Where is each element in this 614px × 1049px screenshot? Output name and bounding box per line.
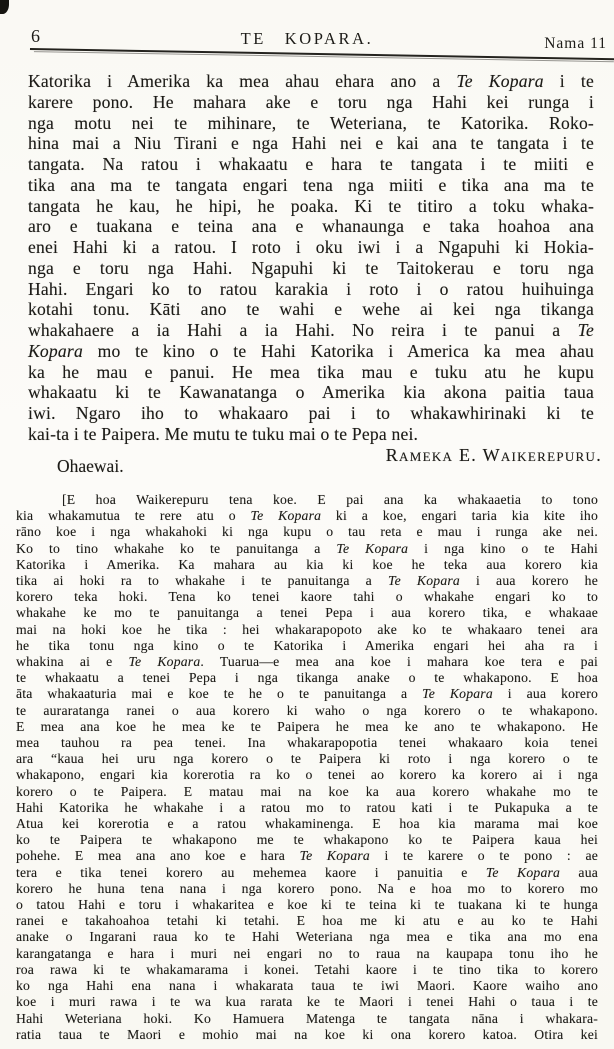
text-segment: Katorika i Amerika ka mea ahau ehara ano a [28, 71, 457, 91]
text-line [16, 784, 598, 800]
text-segment: whakapono, engari kia korerotia ra ko o tenei ao korero ka korero ai i nga [16, 767, 598, 783]
text-line [28, 362, 594, 383]
text-segment: korero he huna tena nana i nga korero pono. Na e hoa mo to korero mo [16, 880, 598, 896]
page-title: TE KOPARA. [240, 29, 374, 48]
text-segment: i nga kino o te Hahi [408, 540, 599, 556]
text-segment: whakaatu ki te Kawanatanga o Amerika kia akona paitia taua [28, 382, 594, 403]
text-line [16, 719, 598, 735]
text-line [16, 929, 598, 945]
text-segment: ki a koe, engari taria kia kite iho [321, 508, 598, 524]
text-segment: o tatou Hahi e toru i whakaritea e koe ki te teina ki te tuakana ki te hunga [16, 897, 598, 913]
text-line [16, 670, 598, 686]
text-segment: Hahi Weteriana hoki. Ko Hamuera Matenga te tangata nāna i whakara- [16, 1010, 598, 1026]
letter-paragraph [28, 71, 594, 445]
text-segment: te whakaatu a tenei Pepa i nga tikanga anake o te whakapono. E hoa [16, 670, 598, 686]
text-line [16, 686, 598, 702]
text-segment: korero o te Paipera. E matau mai na koe ka aua korero whakahe mo te [16, 783, 598, 799]
text-segment: karere pono. He mahara ake e toru nga Hahi kei runga i [28, 91, 594, 112]
italic-text: Te Kopara [422, 686, 493, 702]
italic-text: Te Kopara [128, 654, 201, 670]
text-line [28, 92, 594, 113]
text-segment: ka he mau e panui. He mea tika mau e tuku atu he kupu [28, 361, 594, 382]
text-line [16, 913, 598, 929]
text-line [16, 541, 598, 557]
text-line [16, 946, 598, 962]
text-segment: tika ai hoki ra to whakahe i te panuitanga a [16, 573, 389, 589]
text-line [28, 299, 594, 320]
text-segment: kia whakamutua te rere atu o [16, 508, 251, 524]
text-line [16, 1011, 598, 1027]
text-line [28, 196, 594, 217]
text-line [16, 832, 598, 848]
text-segment: iwi. Ngaro iho to whakaaro pai i to whakawhirinaki ki te [28, 403, 594, 423]
text-segment: pohehe. E mea ana ano koe e hara [16, 848, 300, 864]
text-line [16, 589, 598, 605]
text-segment: mea tauhou ra pea tenei. Ina whakarapopotia tenei whakaaro koia tenei [16, 735, 598, 751]
text-segment: ko nga Hahi ena nana i whakarata taua te iwi Maori. Kaore waiho ano [16, 978, 598, 994]
text-line [16, 735, 598, 751]
text-segment: tangata. Na ratou i whakaatu e hara te tangata i te miiti e [28, 154, 594, 174]
text-line [16, 881, 598, 897]
text-line [16, 557, 598, 573]
italic-text: Te Kopara [336, 540, 409, 556]
scan-artifact-corner [0, 0, 9, 14]
text-line [16, 605, 598, 621]
text-segment: whakahaere a ia Hahi a ia Hahi. No reira i te panui a [28, 320, 578, 340]
text-segment: whakina ai e [16, 654, 129, 670]
text-line [16, 638, 598, 654]
text-line [16, 994, 598, 1010]
text-line [28, 237, 594, 258]
text-line [16, 897, 598, 913]
text-segment: te auraratanga ranei o aua korero ki waho o nga korero o te whakapono. [16, 702, 598, 718]
text-line [16, 524, 598, 540]
text-segment: āta whakaaturia mai e koe te he o te panuitanga a [16, 686, 423, 702]
text-segment: ara “kaua hei uru nga korero o te Paipera ki roto i nga korero o te [16, 751, 598, 767]
letter-signature: Rameka E. Waikerepuru. [385, 445, 602, 465]
text-line [16, 751, 598, 767]
issue-number: Nama 11 [544, 35, 607, 52]
text-segment: he tika tonu nga kino o te Katorika i Amerika engari hei aha ra i [16, 637, 598, 653]
text-line [16, 978, 598, 994]
text-line [16, 654, 598, 670]
text-line [16, 573, 598, 589]
text-segment: kotahi tonu. Kāti ano te wahi e wehe ai kei nga tikanga [28, 299, 594, 320]
text-line [16, 848, 598, 864]
text-segment: nga e toru nga Hahi. Ngapuhi ki te Taitokerau e toru nga [28, 257, 594, 278]
text-line [16, 865, 598, 881]
text-line [16, 492, 598, 508]
header-rule [30, 48, 614, 60]
text-segment: i te karere o te pono : ae [369, 848, 598, 864]
text-segment: nga motu nei te mihinare, te Weteriana, te Katorika. Roko- [28, 112, 594, 133]
italic-text: Te Kopara [250, 508, 322, 524]
text-line [16, 962, 598, 978]
text-line [28, 216, 594, 237]
text-segment: Atua kei korerotia e a ratou whakaminenga. E hoa kia marama mai koe [16, 816, 598, 832]
text-line [16, 703, 598, 719]
text-segment: i aua korero [492, 686, 599, 702]
text-segment: ratia taua te Maori e mohio mai na koe ki ona korero katoa. Otira kei [16, 1026, 598, 1042]
text-line [28, 424, 594, 445]
text-line [28, 403, 594, 424]
text-segment: aro e tuakana e teina ana e whanaunga e taka hoahoa ana [28, 216, 594, 237]
text-line [16, 622, 598, 638]
text-line [16, 1027, 598, 1043]
text-segment: E mea ana koe he mea ke te Paipera he mea ke ano te whakapono. He [16, 718, 598, 734]
text-segment: kai-ta i te Paipera. Me mutu te tuku mai o te Pepa nei. [28, 423, 419, 444]
text-segment: . Tuarua—e mea ana koe i mahara koe tera e pai [200, 654, 598, 670]
text-segment: Katorika i Amerika. Ka mahara au kia ki koe he teka aua korero kia [16, 556, 598, 572]
text-segment: korero teka hoki. Tena ko tenei kaore tahi o whakahe engari ko to [16, 589, 598, 605]
text-segment: mai na hoki koe he tika : hei whakarapopoto ake ko te whakaaro tenei ara [16, 621, 598, 637]
text-line [16, 508, 598, 524]
text-segment: i te [543, 71, 595, 91]
text-line [28, 175, 594, 196]
text-line [16, 800, 598, 816]
letter-place: Ohaewai. [57, 456, 124, 476]
text-line [28, 382, 594, 403]
text-segment: anake o Ingarani raua ko te Hahi Weteriana nga mea e tika ana mo ena [16, 929, 598, 945]
text-segment: rāno koe i nga whakahoki ki nga kupu o tau reta e mau i runga ake nei. [16, 524, 598, 540]
text-line [28, 154, 594, 175]
text-segment: ranei e takahoahoa tetahi ki tetahi. E hoa me ki atu e au ko te Hahi [16, 913, 598, 929]
italic-text: Te Kopara [456, 71, 544, 91]
text-segment: tera e tika tenei korero au mehemea kaore i panuitia e [16, 864, 486, 880]
text-segment: tangata he kau, he hipi, he poaka. Ki te titiro a toku whaka- [28, 195, 594, 216]
text-segment: aua [560, 864, 599, 880]
italic-text: Te Kopara [299, 848, 370, 864]
text-line [28, 279, 594, 300]
text-line [28, 258, 594, 279]
italic-text: Kopara [28, 340, 83, 361]
text-segment: ko te Paipera te whakapono me te whakapono ko te Paipera kaua hei [16, 832, 598, 848]
text-line [28, 113, 594, 134]
text-segment: Hahi. Engari ko to ratou karakia i roto i o ratou huihuinga [28, 278, 594, 299]
editor-note-paragraph [16, 492, 598, 1043]
text-segment: [E hoa Waikerepuru tena koe. E pai ana ka whakaaetia to tono [62, 492, 598, 507]
text-segment: koe i muri rawa i te wa kua rarata ke te Maori i tenei Hahi o taua i te [16, 994, 598, 1010]
text-segment: karangatanga e hara i muri nei engari no to raua na kaupapa tonu iho he [16, 945, 598, 961]
page-number: 6 [31, 26, 41, 46]
text-segment: whakahe ke mo te panuitanga a tenei Pepa i aua korero tika, e whakaae [16, 605, 598, 621]
italic-text: Te Kopara [485, 864, 561, 880]
text-segment: i aua korero he [459, 573, 598, 589]
text-segment: Ko to tino whakahe ko te panuitanga a [16, 540, 337, 556]
text-segment: enei Hahi ki a ratou. I roto i oku iwi i a Ngapuhi ki Hokia- [28, 237, 594, 257]
text-line [28, 71, 594, 92]
text-segment: Hahi Katorika he whakahe i a ratou mo to ratou kati i te Pukapuka a te [16, 799, 598, 815]
text-line [16, 816, 598, 832]
italic-text: Te Kopara [388, 573, 460, 589]
text-segment: tika ana ma te tangata engari tena nga miiti e tika ana ma te [28, 174, 594, 195]
italic-text: Te [577, 320, 594, 340]
text-segment: hina mai a Niu Tirani e nga Hahi nei e kai ana te tangata i te [28, 133, 594, 154]
text-line [28, 133, 594, 154]
text-line [28, 341, 594, 362]
text-line [16, 767, 598, 783]
text-segment: roa rawa ki te whakamarama i konei. Tetahi kaore i te tino tika to korero [16, 961, 598, 977]
text-segment: mo te kino o te Hahi Katorika i America ka mea ahau [82, 340, 594, 361]
text-line [28, 320, 594, 341]
